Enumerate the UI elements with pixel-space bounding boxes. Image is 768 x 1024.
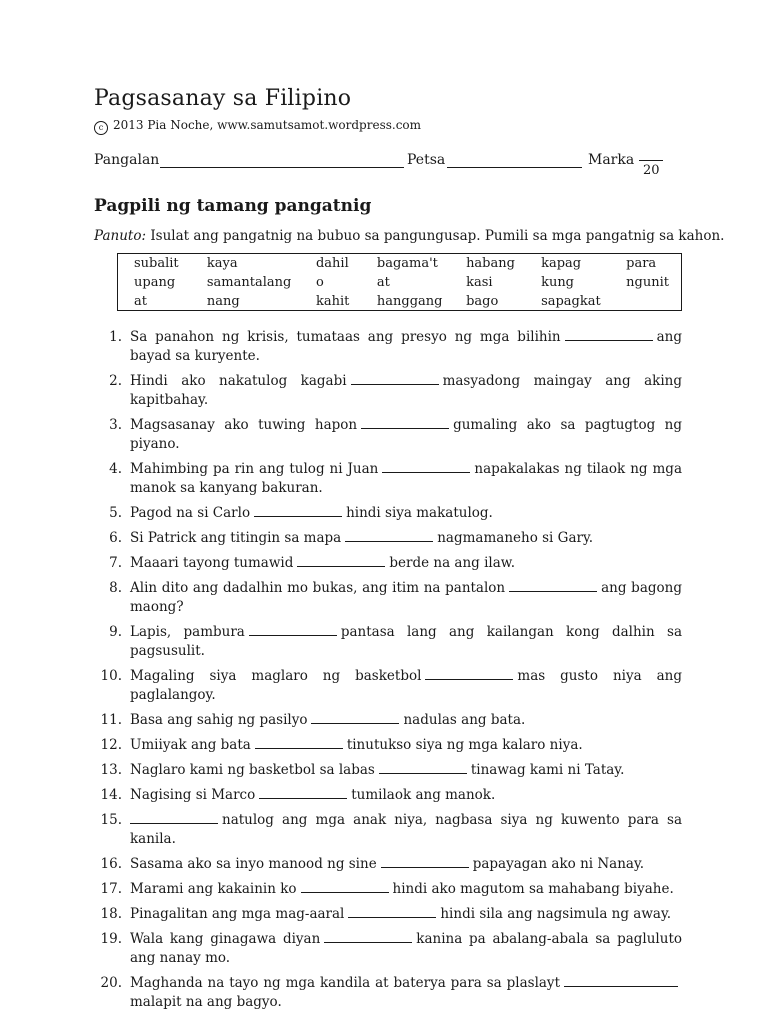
- question-number: 17.: [100, 881, 122, 897]
- conjunction-word: nang: [206, 294, 240, 309]
- question-number: 1.: [109, 329, 122, 345]
- question-number: 14.: [100, 787, 122, 803]
- question-text-before: Naglaro kami ng basketbol sa labas: [130, 762, 375, 778]
- question-item: [94, 761, 682, 780]
- question-item: [94, 667, 682, 705]
- question-text: [122, 855, 682, 874]
- question-text: [122, 529, 682, 548]
- score-total: 20: [643, 163, 660, 178]
- question-number: 9.: [109, 624, 122, 640]
- conjunction-word: dahil: [315, 256, 349, 271]
- date-field[interactable]: [447, 167, 582, 168]
- question-item: [94, 579, 682, 617]
- question-number: 13.: [100, 762, 122, 778]
- question-item: [94, 880, 682, 899]
- question-number: 6.: [109, 530, 122, 546]
- answer-blank[interactable]: [564, 974, 678, 987]
- section-title: Pagpili ng tamang pangatnig: [94, 196, 372, 216]
- question-text-before: Pinagalitan ang mga mag-aaral: [130, 906, 345, 922]
- answer-blank[interactable]: [259, 786, 347, 799]
- question-item: [94, 711, 682, 730]
- question-item: [94, 736, 682, 755]
- answer-blank[interactable]: [381, 855, 469, 868]
- conjunction-table: [134, 255, 681, 312]
- question-number: 5.: [109, 505, 122, 521]
- question-text: [122, 711, 682, 730]
- answer-blank[interactable]: [130, 811, 218, 824]
- answer-blank[interactable]: [361, 416, 449, 429]
- question-text-after: ang bagong maong?: [130, 580, 682, 615]
- question-text-before: Nagising si Marco: [130, 787, 256, 803]
- page-title: Pagsasanay sa Filipino: [94, 86, 352, 111]
- question-text-after: natulog ang mga anak niya, nagbasa siya ng kuwento para sa kanila.: [130, 812, 682, 847]
- question-item: [94, 416, 682, 454]
- question-number: 7.: [109, 555, 122, 571]
- question-item: [94, 372, 682, 410]
- answer-blank[interactable]: [565, 328, 653, 341]
- question-text-before: Maaari tayong tumawid: [130, 555, 294, 571]
- question-number: 11.: [100, 712, 122, 728]
- question-text: [122, 504, 682, 523]
- answer-blank[interactable]: [351, 372, 439, 385]
- copyright-line: [94, 118, 421, 135]
- conjunction-word: kung: [541, 275, 575, 290]
- conjunction-row: [134, 293, 681, 312]
- question-number: 4.: [109, 461, 122, 477]
- question-item: [94, 811, 682, 849]
- question-number: 10.: [100, 668, 122, 684]
- question-item: [94, 623, 682, 661]
- answer-blank[interactable]: [249, 623, 337, 636]
- question-item: [94, 855, 682, 874]
- question-number: 3.: [109, 417, 122, 433]
- conjunction-word: samantalang: [206, 275, 292, 290]
- question-text-after: hindi siya makatulog.: [346, 505, 493, 521]
- question-text-before: Si Patrick ang titingin sa mapa: [130, 530, 342, 546]
- question-text-before: Alin dito ang dadalhin mo bukas, ang itim na pantalon: [130, 580, 506, 596]
- question-text: [122, 930, 682, 968]
- conjunction-word: kasi: [466, 275, 493, 290]
- question-text-before: Maghanda na tayo ng mga kandila at baterya para sa plaslayt: [130, 975, 560, 991]
- question-text: [122, 579, 682, 617]
- conjunction-row: [134, 274, 681, 293]
- score-label: Marka: [588, 152, 635, 168]
- question-item: [94, 974, 682, 1012]
- question-item: [94, 460, 682, 498]
- answer-blank[interactable]: [255, 736, 343, 749]
- conjunction-word: o: [315, 275, 324, 290]
- question-text-after: hindi sila ang nagsimula ng away.: [440, 906, 672, 922]
- question-item: [94, 529, 682, 548]
- question-item: [94, 554, 682, 573]
- instruction-label: Panuto:: [94, 228, 147, 244]
- copyright-icon: c: [94, 121, 108, 135]
- question-item: [94, 786, 682, 805]
- question-text-after: kanina pa abalang-abala sa pagluluto ang nanay mo.: [130, 931, 682, 966]
- question-number: 16.: [100, 856, 122, 872]
- conjunction-word: para: [626, 256, 657, 271]
- answer-blank[interactable]: [509, 579, 597, 592]
- answer-blank[interactable]: [324, 930, 412, 943]
- question-text-after: ang bayad sa kuryente.: [130, 329, 682, 364]
- question-text-after: tinutukso siya ng mga kalaro niya.: [346, 737, 583, 753]
- question-item: [94, 930, 682, 968]
- conjunction-row: [134, 255, 681, 274]
- instruction-text: Isulat ang pangatnig na bubuo sa pangungusap. Pumili sa mga pangatnig sa kahon.: [150, 228, 725, 244]
- answer-blank[interactable]: [382, 460, 470, 473]
- question-text-after: masyadong maingay ang aking kapitbahay.: [130, 373, 682, 408]
- question-text-before: Sa panahon ng krisis, tumataas ang presyo ng mga bilihin: [130, 329, 561, 345]
- question-text-after: pantasa lang ang kailangan kong dalhin sa pagsusulit.: [130, 624, 682, 659]
- question-text: [122, 786, 682, 805]
- conjunction-word: at: [376, 275, 390, 290]
- question-text-after: nagmamaneho si Gary.: [437, 530, 594, 546]
- answer-blank[interactable]: [425, 667, 513, 680]
- question-text-after: gumaling ako sa pagtugtog ng piyano.: [130, 417, 683, 452]
- score-field[interactable]: [639, 160, 663, 161]
- conjunction-word: hanggang: [376, 294, 443, 309]
- conjunction-word: kaya: [206, 256, 238, 271]
- conjunction-word: upang: [134, 275, 176, 290]
- question-number: 2.: [109, 373, 122, 389]
- question-text-before: Basa ang sahig ng pasilyo: [130, 712, 308, 728]
- conjunction-word: bagama't: [376, 256, 438, 271]
- answer-blank[interactable]: [297, 554, 385, 567]
- question-item: [94, 905, 682, 924]
- question-text: [122, 736, 682, 755]
- question-text: [122, 880, 682, 899]
- question-text-before: Hindi ako nakatulog kagabi: [130, 373, 347, 389]
- question-text-after: nadulas ang bata.: [403, 712, 526, 728]
- date-label: Petsa: [407, 152, 446, 168]
- name-label: Pangalan: [94, 152, 160, 168]
- conjunction-word: at: [134, 294, 147, 309]
- question-text: [122, 974, 682, 1012]
- question-text-before: Magsasanay ako tuwing hapon: [130, 417, 358, 433]
- instructions: [94, 228, 725, 244]
- question-text-after: berde na ang ilaw.: [389, 555, 516, 571]
- question-text: [122, 416, 682, 454]
- conjunction-word: kapag: [541, 256, 582, 271]
- question-text: [122, 811, 682, 849]
- question-text-before: Marami ang kakainin ko: [130, 881, 297, 897]
- answer-blank[interactable]: [345, 529, 433, 542]
- question-text-before: Mahimbing pa rin ang tulog ni Juan: [130, 461, 379, 477]
- answer-blank[interactable]: [301, 880, 389, 893]
- question-number: 19.: [100, 931, 122, 947]
- conjunction-word: sapagkat: [541, 294, 601, 309]
- question-text: [122, 328, 682, 366]
- question-text: [122, 761, 682, 780]
- answer-blank[interactable]: [254, 504, 342, 517]
- question-text-after: mas gusto niya ang paglalangoy.: [130, 668, 682, 703]
- question-text: [122, 460, 682, 498]
- question-text-before: Wala kang ginagawa diyan: [130, 931, 321, 947]
- question-text-after: papayagan ako ni Nanay.: [472, 856, 645, 872]
- question-text: [122, 905, 682, 924]
- question-text-after: tinawag kami ni Tatay.: [470, 762, 625, 778]
- question-number: 8.: [109, 580, 122, 596]
- name-field[interactable]: [160, 167, 404, 168]
- conjunction-word: subalit: [134, 256, 179, 271]
- question-number: 15.: [100, 812, 122, 828]
- conjunction-word: habang: [466, 256, 515, 271]
- answer-blank[interactable]: [311, 711, 399, 724]
- answer-blank[interactable]: [348, 905, 436, 918]
- conjunction-word: kahit: [315, 294, 350, 309]
- copyright-text: 2013 Pia Noche, www.samutsamot.wordpress.com: [113, 118, 422, 132]
- question-text-before: Lapis, pambura: [130, 624, 245, 640]
- question-list: [94, 328, 682, 1018]
- question-number: 20.: [100, 975, 122, 991]
- answer-blank[interactable]: [379, 761, 467, 774]
- question-number: 18.: [100, 906, 122, 922]
- conjunction-word: ngunit: [626, 275, 669, 290]
- question-text: [122, 554, 682, 573]
- question-item: [94, 504, 682, 523]
- question-text: [122, 623, 682, 661]
- question-text-before: Pagod na si Carlo: [130, 505, 251, 521]
- question-text-after: hindi ako magutom sa mahabang biyahe.: [392, 881, 674, 897]
- question-text-before: Sasama ako sa inyo manood ng sine: [130, 856, 377, 872]
- question-text-before: Umiiyak ang bata: [130, 737, 251, 753]
- question-text: [122, 372, 682, 410]
- conjunction-word: bago: [466, 294, 499, 309]
- question-text-before: Magaling siya maglaro ng basketbol: [130, 668, 422, 684]
- question-item: [94, 328, 682, 366]
- student-info-row: [94, 150, 682, 184]
- question-text: [122, 667, 682, 705]
- question-number: 12.: [100, 737, 122, 753]
- question-text-after: malapit na ang bagyo.: [130, 994, 282, 1010]
- question-text-after: tumilaok ang manok.: [351, 787, 496, 803]
- conjunction-box: [117, 253, 682, 311]
- question-text-after: napakalakas ng tilaok ng mga manok sa kanyang bakuran.: [130, 461, 682, 496]
- conjunction-word: [626, 293, 681, 312]
